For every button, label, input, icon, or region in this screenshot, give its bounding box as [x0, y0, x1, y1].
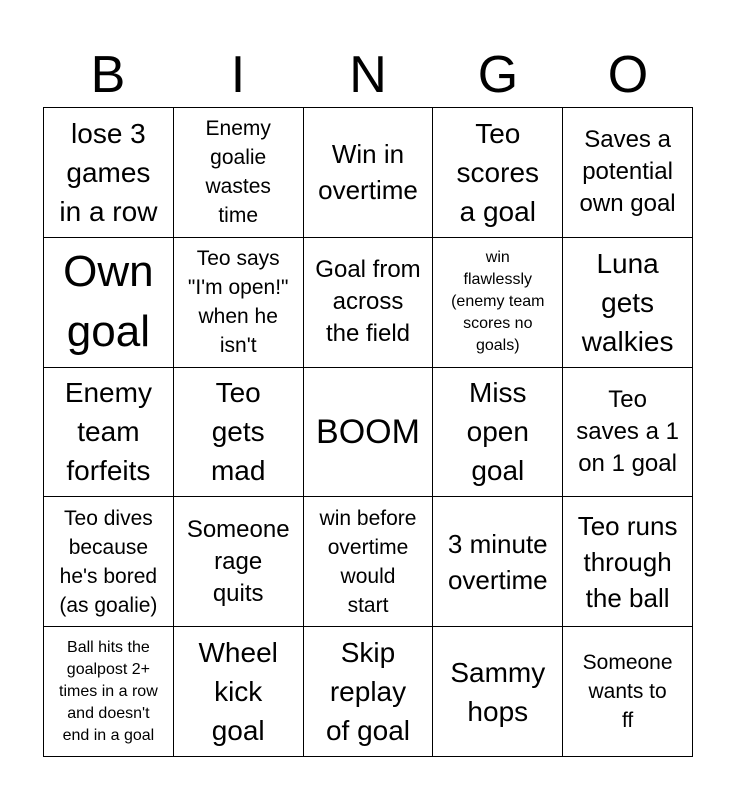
- bingo-cell[interactable]: [174, 238, 304, 368]
- bingo-cell[interactable]: [433, 497, 563, 627]
- bingo-cell[interactable]: [44, 238, 174, 368]
- header-letter-g: G: [477, 46, 519, 104]
- bingo-cell[interactable]: [304, 368, 434, 498]
- cell-text: Goal from across the field: [315, 256, 421, 348]
- bingo-cell[interactable]: [563, 497, 693, 627]
- cell-text: Teo dives because he's bored (as goalie): [59, 506, 158, 617]
- cell-text: Skip replay of goal: [325, 637, 411, 747]
- cell-text: win flawlessly (enemy team scores no goals): [451, 249, 545, 355]
- header-letter-n: N: [349, 46, 387, 104]
- bingo-cell[interactable]: [304, 108, 434, 238]
- cell-text: Teo runs through the ball: [577, 510, 678, 613]
- bingo-cell[interactable]: [44, 627, 174, 757]
- bingo-cell[interactable]: [174, 368, 304, 498]
- cell-text: win before overtime would start: [319, 506, 417, 617]
- header-letter-b: B: [90, 46, 126, 104]
- cell-text: Teo saves a 1 on 1 goal: [576, 385, 679, 477]
- bingo-cell[interactable]: [433, 238, 563, 368]
- bingo-cell[interactable]: [304, 497, 434, 627]
- bingo-cell[interactable]: [44, 368, 174, 498]
- bingo-grid: [43, 107, 693, 757]
- cell-text: Saves a potential own goal: [579, 126, 676, 218]
- bingo-cell[interactable]: [174, 497, 304, 627]
- bingo-cell[interactable]: [433, 627, 563, 757]
- cell-text: Someone wants to ff: [582, 651, 673, 733]
- cell-text: Wheel kick goal: [198, 637, 278, 747]
- cell-text: Ball hits the goalpost 2+ times in a row and doesn't end in a goal: [59, 638, 158, 744]
- bingo-cell[interactable]: [433, 108, 563, 238]
- bingo-header: [43, 44, 693, 106]
- cell-text: 3 minute overtime: [447, 528, 548, 595]
- cell-text: Enemy team forfeits: [64, 377, 152, 487]
- cell-text: Own goal: [63, 247, 154, 357]
- cell-text: Luna gets walkies: [581, 247, 674, 357]
- cell-text: lose 3 games in a row: [59, 117, 158, 227]
- bingo-cell[interactable]: [563, 238, 693, 368]
- cell-text: Win in overtime: [318, 139, 418, 206]
- cell-text: Miss open goal: [466, 377, 529, 487]
- bingo-cell[interactable]: [433, 368, 563, 498]
- cell-text: Enemy goalie wastes time: [205, 117, 271, 228]
- bingo-cell[interactable]: [563, 108, 693, 238]
- bingo-cell[interactable]: [174, 108, 304, 238]
- bingo-cell[interactable]: [174, 627, 304, 757]
- cell-text: Teo gets mad: [210, 377, 266, 487]
- cell-text: Someone rage quits: [186, 515, 290, 607]
- header-letter-i: I: [230, 46, 246, 104]
- bingo-cell[interactable]: [563, 627, 693, 757]
- cell-text: Sammy hops: [450, 656, 546, 727]
- bingo-cell[interactable]: [44, 497, 174, 627]
- cell-text: BOOM: [316, 412, 420, 451]
- cell-text: Teo scores a goal: [456, 117, 540, 227]
- bingo-cell[interactable]: [304, 238, 434, 368]
- bingo-cell[interactable]: [44, 108, 174, 238]
- cell-text: Teo says "I'm open!" when he isn't: [187, 247, 289, 358]
- bingo-cell[interactable]: [304, 627, 434, 757]
- bingo-cell[interactable]: [563, 368, 693, 498]
- header-letter-o: O: [607, 46, 649, 104]
